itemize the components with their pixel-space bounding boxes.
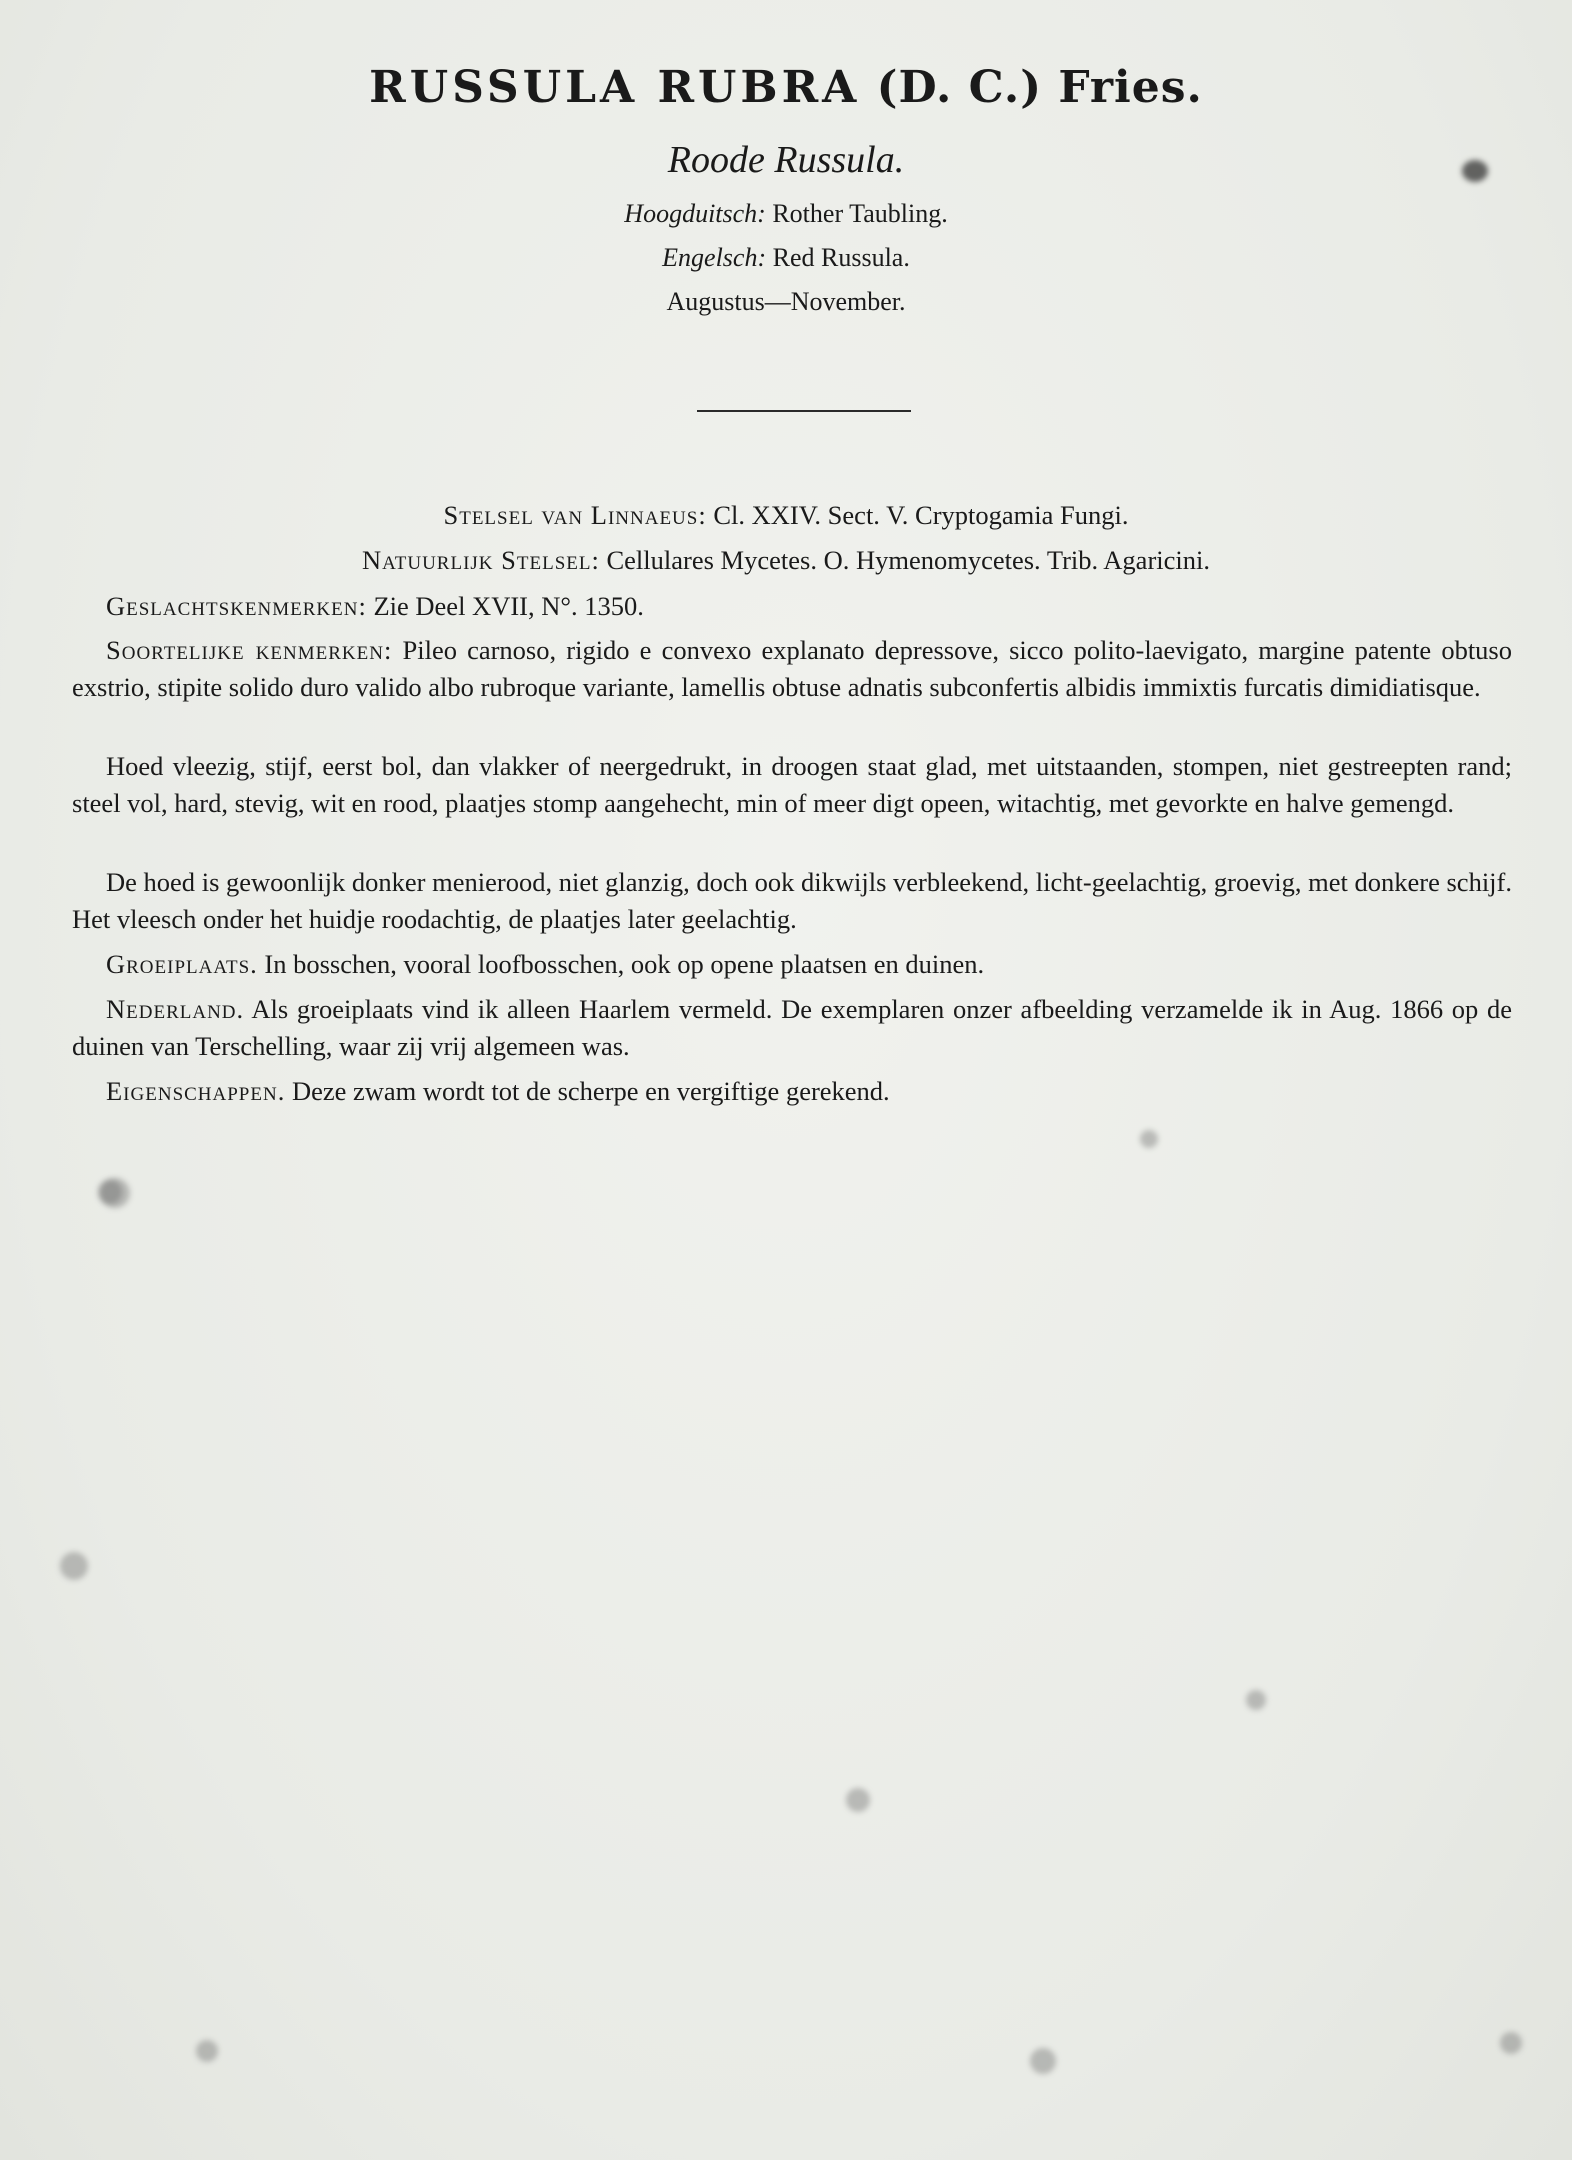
netherlands-paragraph — [72, 991, 1512, 1065]
properties-text: Deze zwam wordt tot de scherpe en vergiftige gerekend. — [291, 1076, 890, 1106]
season-period: Augustus—November. — [666, 287, 906, 316]
habitat-paragraph — [72, 946, 1512, 983]
species-characteristics — [72, 632, 1512, 706]
linnaeus-text: Cl. XXIV. Sect. V. Cryptogamia Fungi. — [713, 500, 1129, 530]
paper-speck — [1030, 2048, 1056, 2074]
species-text: Pileo carnoso, rigido e convexo explanato depressove, sicco polito-laevigato, margine patente obtuso exstrio, stipite solido duro valido albo rubroque variante, lamellis obtuse adnatis subconfertis albidis immixtis furcatis dimidiatisque. — [72, 635, 1512, 702]
genus-label: Geslachtskenmerken: — [106, 591, 367, 621]
paper-speck — [196, 2040, 218, 2062]
paper-speck — [98, 1180, 122, 1204]
paper-speck — [846, 1788, 870, 1812]
german-name: Rother Taubling. — [772, 199, 948, 228]
natural-text: Cellulares Mycetes. O. Hymenomycetes. Trib. Agaricini. — [606, 545, 1210, 575]
paper-speck — [60, 1552, 88, 1580]
paper-speck — [1500, 2032, 1522, 2054]
linnaeus-label: Stelsel van Linnaeus: — [443, 500, 707, 530]
natural-system — [0, 545, 1572, 576]
netherlands-label: Nederland. — [106, 994, 245, 1024]
description-paragraph-1: Hoed vleezig, stijf, eerst bol, dan vlakker of neergedrukt, in droogen staat glad, met uitstaanden, stompen, niet gestreepten rand; steel vol, hard, stevig, wit en rood, plaatjes stomp aangehecht, min of meer digt opeen, witachtig, met gevorkte en halve gemengd. — [72, 751, 1512, 818]
description-paragraph-2: De hoed is gewoonlijk donker menierood, niet glanzig, doch ook dikwijls verbleekend, licht-geelachtig, groevig, met donkere schijf. Het vleesch onder het huidje roodachtig, de plaatjes later geelachtig. — [72, 867, 1512, 934]
genus-text: Zie Deel XVII, N°. 1350. — [373, 591, 644, 621]
netherlands-text: Als groeiplaats vind ik alleen Haarlem vermeld. De exemplaren onzer afbeelding verzamelde ik in Aug. 1866 op de duinen van Terschelling, waar zij vrij algemeen was. — [72, 994, 1512, 1061]
species-label: Soortelijke kenmerken: — [106, 635, 393, 665]
title-author: (D. C.) Fries. — [876, 62, 1203, 113]
german-name-row — [0, 199, 1572, 229]
species-title — [0, 62, 1572, 113]
english-label: Engelsch: — [662, 243, 767, 272]
divider-rule — [697, 410, 911, 412]
paper-speck — [1246, 1690, 1266, 1710]
properties-label: Eigenschappen. — [106, 1076, 286, 1106]
habitat-text: In bosschen, vooral loofbosschen, ook op opene plaatsen en duinen. — [264, 949, 985, 979]
english-name: Red Russula. — [772, 243, 910, 272]
habitat-label: Groeiplaats. — [106, 949, 258, 979]
paper-speck — [1140, 1130, 1158, 1148]
natural-label: Natuurlijk Stelsel: — [362, 545, 600, 575]
english-name-row — [0, 243, 1572, 273]
genus-characteristics — [106, 588, 1406, 625]
dutch-name: Roode Russula. — [667, 139, 905, 181]
german-label: Hoogduitsch: — [624, 199, 766, 228]
title-latin: RUSSULA RUBRA — [369, 62, 861, 113]
linnaeus-system — [0, 500, 1572, 531]
properties-paragraph — [72, 1073, 1512, 1110]
